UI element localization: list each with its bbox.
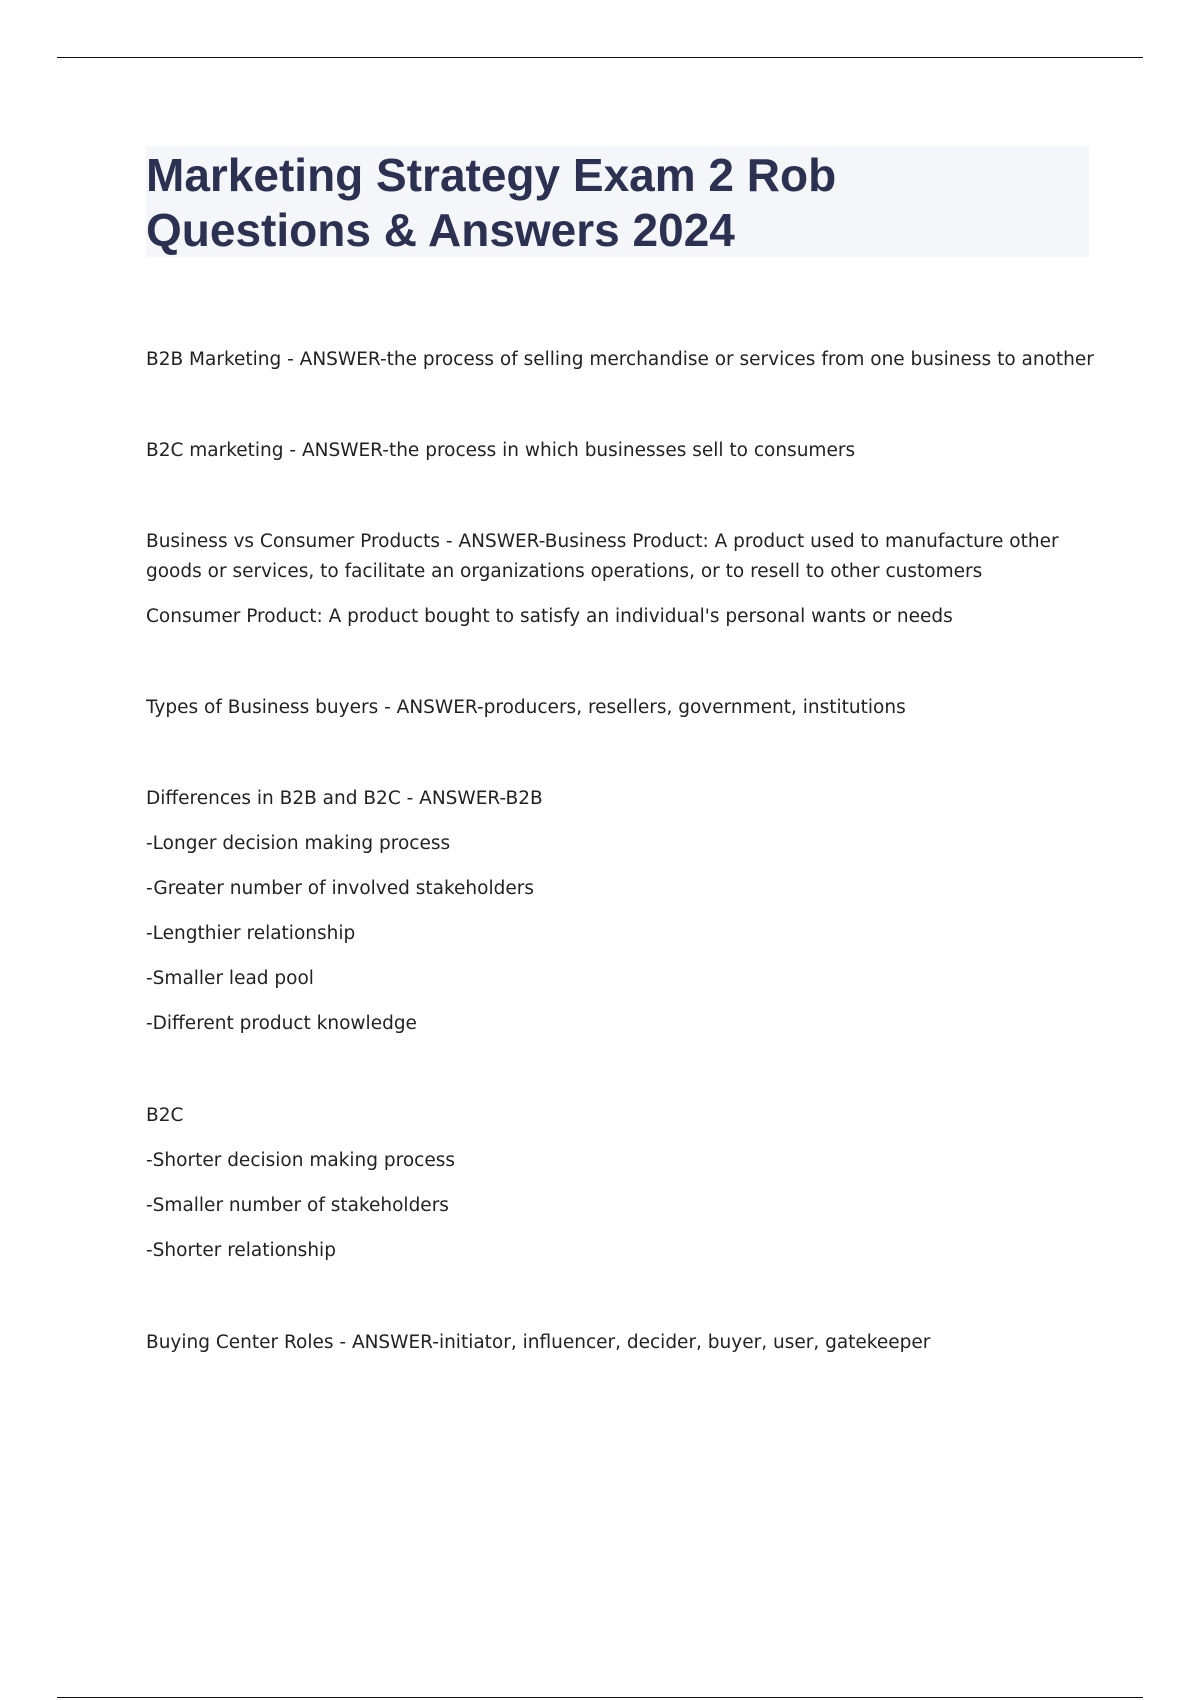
title-line-1: Marketing Strategy Exam 2 Rob [146, 149, 837, 201]
answer-text: Consumer Product: A product bought to satisfy an individual's personal wants or needs [146, 606, 953, 627]
list-item: -Smaller lead pool [146, 968, 314, 989]
list-item: -Smaller number of stakeholders [146, 1195, 449, 1216]
top-divider [57, 57, 1143, 58]
qa-entry-b2b-marketing [146, 345, 1094, 375]
list-item: -Different product knowledge [146, 1013, 417, 1034]
answer-text: B2B Marketing - ANSWER-the process of selling merchandise or services from one business to another [146, 349, 1094, 370]
answer-text: Buying Center Roles - ANSWER-initiator, influencer, decider, buyer, user, gatekeeper [146, 1332, 931, 1353]
qa-entry-business-vs-consumer-products [146, 527, 1086, 632]
qa-entry-b2c-list [146, 1101, 1086, 1266]
answer-text: B2C [146, 1105, 184, 1126]
qa-entry-differences-b2b-b2c [146, 784, 1086, 1039]
list-item: -Lengthier relationship [146, 923, 356, 944]
list-item: -Shorter relationship [146, 1240, 336, 1261]
bottom-divider [57, 1697, 1143, 1698]
list-item: -Shorter decision making process [146, 1150, 455, 1171]
title-line-2: Questions & Answers 2024 [146, 204, 735, 256]
qa-entry-buying-center-roles [146, 1328, 1086, 1358]
answer-text: B2C marketing - ANSWER-the process in which businesses sell to consumers [146, 440, 856, 461]
document-title [146, 146, 1089, 257]
qa-entry-b2c-marketing [146, 436, 1086, 466]
list-item: -Longer decision making process [146, 833, 451, 854]
answer-text: goods or services, to facilitate an organizations operations, or to resell to other customers [146, 561, 983, 582]
answer-text: Types of Business buyers - ANSWER-producers, resellers, government, institutions [146, 697, 906, 718]
qa-entry-types-of-business-buyers [146, 693, 1086, 723]
answer-text: Business vs Consumer Products - ANSWER-Business Product: A product used to manufacture other [146, 531, 1059, 552]
answer-text: Differences in B2B and B2C - ANSWER-B2B [146, 788, 543, 809]
list-item: -Greater number of involved stakeholders [146, 878, 534, 899]
